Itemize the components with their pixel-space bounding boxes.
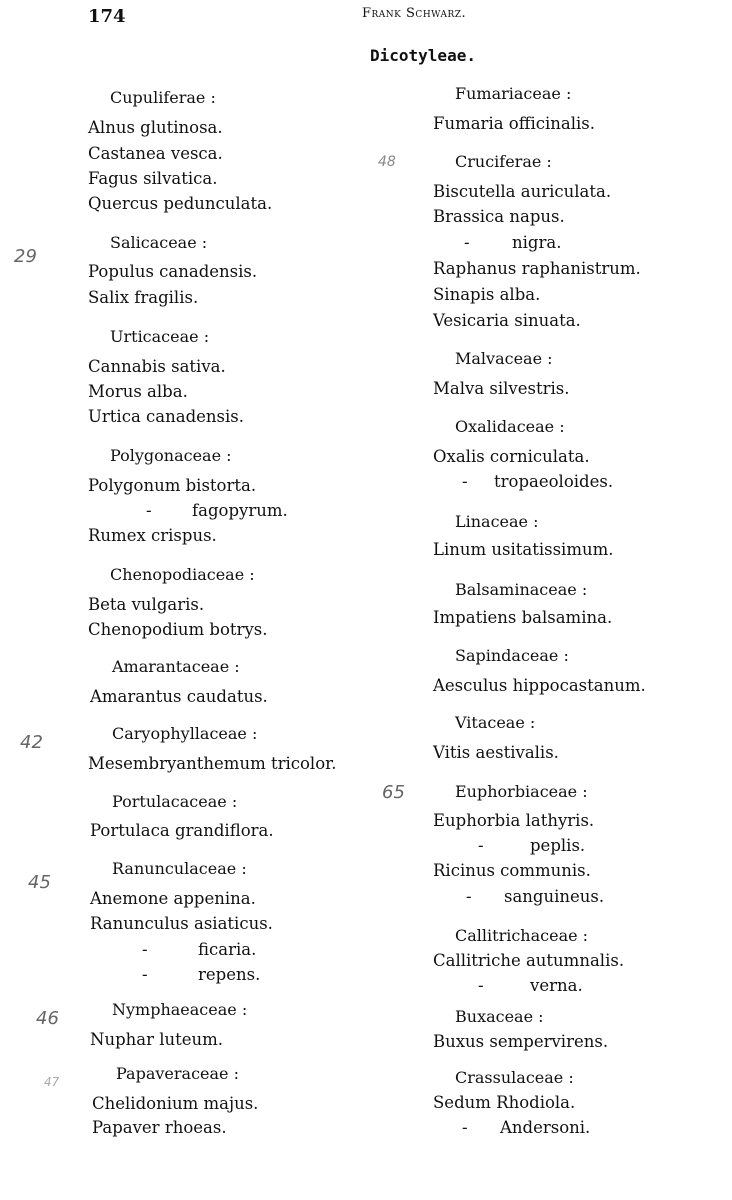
- family-heading: Chenopodiaceae :: [110, 565, 255, 584]
- species-entry: Salix fragilis.: [88, 288, 199, 307]
- family-heading: Callitrichaceae :: [455, 926, 589, 945]
- species-entry: repens.: [198, 965, 261, 984]
- ditto-dash: -: [146, 501, 152, 520]
- margin-note: 29: [14, 246, 37, 267]
- species-entry: Biscutella auriculata.: [433, 182, 612, 201]
- family-heading: Amarantaceae :: [112, 657, 240, 676]
- species-entry: Quercus pedunculata.: [88, 194, 273, 213]
- species-entry: Malva silvestris.: [433, 379, 570, 398]
- species-entry: fagopyrum.: [192, 501, 288, 520]
- species-entry: Callitriche autumnalis.: [433, 951, 625, 970]
- species-entry: Chenopodium botrys.: [88, 620, 268, 639]
- species-entry: tropaeoloides.: [494, 472, 614, 491]
- species-entry: peplis.: [530, 836, 586, 855]
- family-heading: Cupuliferae :: [110, 88, 216, 107]
- margin-note: 65: [382, 782, 405, 803]
- species-entry: Rumex crispus.: [88, 526, 217, 545]
- family-heading: Urticaceae :: [110, 327, 210, 346]
- species-entry: Mesembryanthemum tricolor.: [88, 754, 337, 773]
- margin-note: 42: [20, 732, 43, 753]
- margin-note: 47: [44, 1075, 60, 1089]
- family-heading: Euphorbiaceae :: [455, 782, 588, 801]
- species-entry: verna.: [530, 976, 583, 995]
- margin-note: 45: [28, 872, 51, 893]
- species-entry: Cannabis sativa.: [88, 357, 226, 376]
- species-entry: Vitis aestivalis.: [433, 743, 559, 762]
- species-entry: Sinapis alba.: [433, 285, 541, 304]
- ditto-dash: -: [142, 965, 148, 984]
- species-entry: Vesicaria sinuata.: [433, 311, 581, 330]
- family-heading: Crassulaceae :: [455, 1068, 574, 1087]
- family-heading: Buxaceae :: [455, 1007, 544, 1026]
- species-entry: Papaver rhoeas.: [92, 1118, 227, 1137]
- species-entry: Chelidonium majus.: [92, 1094, 259, 1113]
- species-entry: Aesculus hippocastanum.: [433, 676, 646, 695]
- species-entry: Brassica napus.: [433, 207, 565, 226]
- margin-note: 48: [378, 154, 396, 170]
- ditto-dash: -: [478, 976, 484, 995]
- ditto-dash: -: [466, 887, 472, 906]
- ditto-dash: -: [462, 472, 468, 491]
- species-entry: nigra.: [512, 233, 562, 252]
- family-heading: Ranunculaceae :: [112, 859, 247, 878]
- family-heading: Balsaminaceae :: [455, 580, 588, 599]
- species-entry: Morus alba.: [88, 382, 188, 401]
- species-entry: Sedum Rhodiola.: [433, 1093, 576, 1112]
- species-entry: sanguineus.: [504, 887, 605, 906]
- species-entry: Populus canadensis.: [88, 262, 258, 281]
- species-entry: Raphanus raphanistrum.: [433, 259, 641, 278]
- ditto-dash: -: [478, 836, 484, 855]
- species-entry: Impatiens balsamina.: [433, 608, 613, 627]
- family-heading: Caryophyllaceae :: [112, 724, 258, 743]
- family-heading: Salicaceae :: [110, 233, 208, 252]
- family-heading: Portulacaceae :: [112, 792, 238, 811]
- species-entry: Portulaca grandiflora.: [90, 821, 274, 840]
- margin-note: 46: [36, 1008, 59, 1029]
- species-entry: Euphorbia lathyris.: [433, 811, 595, 830]
- species-entry: Castanea vesca.: [88, 144, 223, 163]
- family-heading: Malvaceae :: [455, 349, 553, 368]
- species-entry: ficaria.: [198, 940, 257, 959]
- family-heading: Nymphaeaceae :: [112, 1000, 248, 1019]
- ditto-dash: -: [142, 940, 148, 959]
- species-entry: Anemone appenina.: [90, 889, 256, 908]
- family-heading: Sapindaceae :: [455, 646, 569, 665]
- family-heading: Papaveraceae :: [116, 1064, 239, 1083]
- species-entry: Fumaria officinalis.: [433, 114, 595, 133]
- species-entry: Alnus glutinosa.: [88, 118, 223, 137]
- page-number: 174: [88, 6, 126, 27]
- family-heading: Linaceae :: [455, 512, 539, 531]
- ditto-dash: -: [464, 233, 470, 252]
- ditto-dash: -: [462, 1118, 468, 1137]
- species-entry: Andersoni.: [500, 1118, 591, 1137]
- species-entry: Nuphar luteum.: [90, 1030, 224, 1049]
- species-entry: Urtica canadensis.: [88, 407, 244, 426]
- running-title: Frank Schwarz.: [362, 6, 467, 21]
- species-entry: Amarantus caudatus.: [90, 687, 268, 706]
- section-title: Dicotyleae.: [370, 46, 476, 65]
- family-heading: Polygonaceae :: [110, 446, 232, 465]
- family-heading: Fumariaceae :: [455, 84, 572, 103]
- species-entry: Buxus sempervirens.: [433, 1032, 609, 1051]
- species-entry: Beta vulgaris.: [88, 595, 205, 614]
- species-entry: Oxalis corniculata.: [433, 447, 590, 466]
- species-entry: Linum usitatissimum.: [433, 540, 614, 559]
- species-entry: Fagus silvatica.: [88, 169, 218, 188]
- species-entry: Ranunculus asiaticus.: [90, 914, 273, 933]
- family-heading: Cruciferae :: [455, 152, 552, 171]
- species-entry: Ricinus communis.: [433, 861, 591, 880]
- species-entry: Polygonum bistorta.: [88, 476, 257, 495]
- family-heading: Vitaceae :: [455, 713, 536, 732]
- family-heading: Oxalidaceae :: [455, 417, 565, 436]
